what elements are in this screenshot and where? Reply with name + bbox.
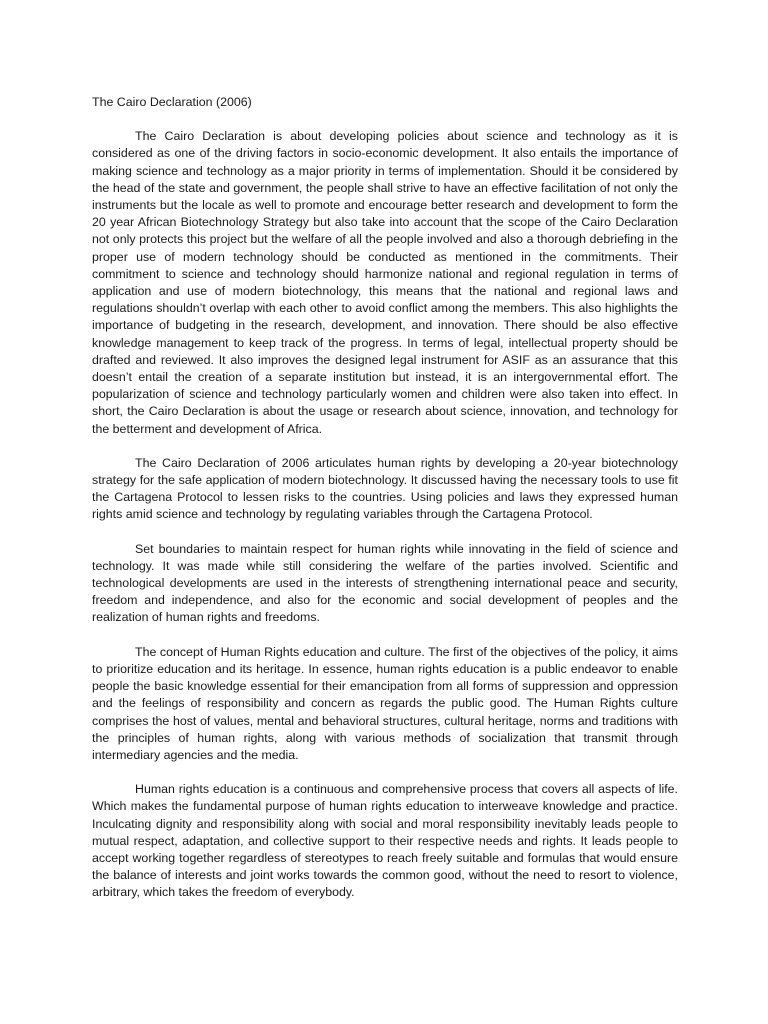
paragraph-human-rights-education-culture: The concept of Human Rights education and culture. The first of the objectives of the policy, it aims to prioritize education and its heritage. In essence, human rights education is a public endeavor to enable people the basic knowledge essential for their emancipation from all forms of suppression and oppression and the feelings of responsibility and concern as regards the public good. The Human Rights culture comprises the host of values, mental and behavioral structures, cultural heritage, norms and traditions with the principles of human rights, along with various methods of socialization that transmit through intermediary agencies and the media. <box>92 644 678 762</box>
paragraph-cairo-declaration-overview: The Cairo Declaration is about developing policies about science and technology as it is considered as one of the driving factors in socio-economic development. It also entails the importance of making science and technology as a major priority in terms of implementation. Should it be considered by the head of the state and government, the people shall strive to have an effective facilitation of not only the instruments but the locale as well to promote and encourage better research and development to form the 20 year African Biotechnology Strategy but also take into account that the scope of the Cairo Declaration not only protects this project but the welfare of all the people involved and also a thorough debriefing in the proper use of modern technology should be conducted as mentioned in the commitments. Their commitment to science and technology should harmonize national and regional regulation in terms of application and use of modern biotechnology, this means that the national and regional laws and regulations shouldn’t overlap with each other to avoid conflict among the members. This also highlights the importance of budgeting in the research, development, and innovation. There should be also effective knowledge management to keep track of the progress. In terms of legal, intellectual property should be drafted and reviewed. It also improves the designed legal instrument for ASIF as an assurance that this doesn’t entail the creation of a separate institution but instead, it is an intergovernmental effort. The popularization of science and technology particularly women and children were also taken into effect. In short, the Cairo Declaration is about the usage or research about science, innovation, and technology for the betterment and development of Africa. <box>92 129 678 436</box>
document-title: The Cairo Declaration (2006) <box>92 95 252 109</box>
paragraph-human-rights-biotechnology: The Cairo Declaration of 2006 articulates human rights by developing a 20-year biotechnology strategy for the safe application of modern biotechnology. It discussed having the necessary tools to use fit the Cartagena Protocol to lessen risks to the countries. Using policies and laws they expressed human rights amid science and technology by regulating variables through the Cartagena Protocol. <box>92 455 678 522</box>
paragraph-continuous-process: Human rights education is a continuous and comprehensive process that covers all aspects of life. Which makes the fundamental purpose of human rights education to interweave knowledge and practice. Inculcating dignity and responsibility along with social and moral responsibility inevitably leads people to mutual respect, adaptation, and collective support to their respective needs and rights. It leads people to accept working together regardless of stereotypes to reach freely suitable and formulas that would ensure the balance of interests and joint works towards the common good, without the need to resort to violence, arbitrary, which takes the freedom of everybody. <box>92 782 678 900</box>
document-page <box>92 94 678 919</box>
paragraph-set-boundaries: Set boundaries to maintain respect for human rights while innovating in the field of science and technology. It was made while still considering the welfare of the parties involved. Scientific and technological developments are used in the interests of strengthening international peace and security, freedom and independence, and also for the economic and social development of peoples and the realization of human rights and freedoms. <box>92 541 678 625</box>
